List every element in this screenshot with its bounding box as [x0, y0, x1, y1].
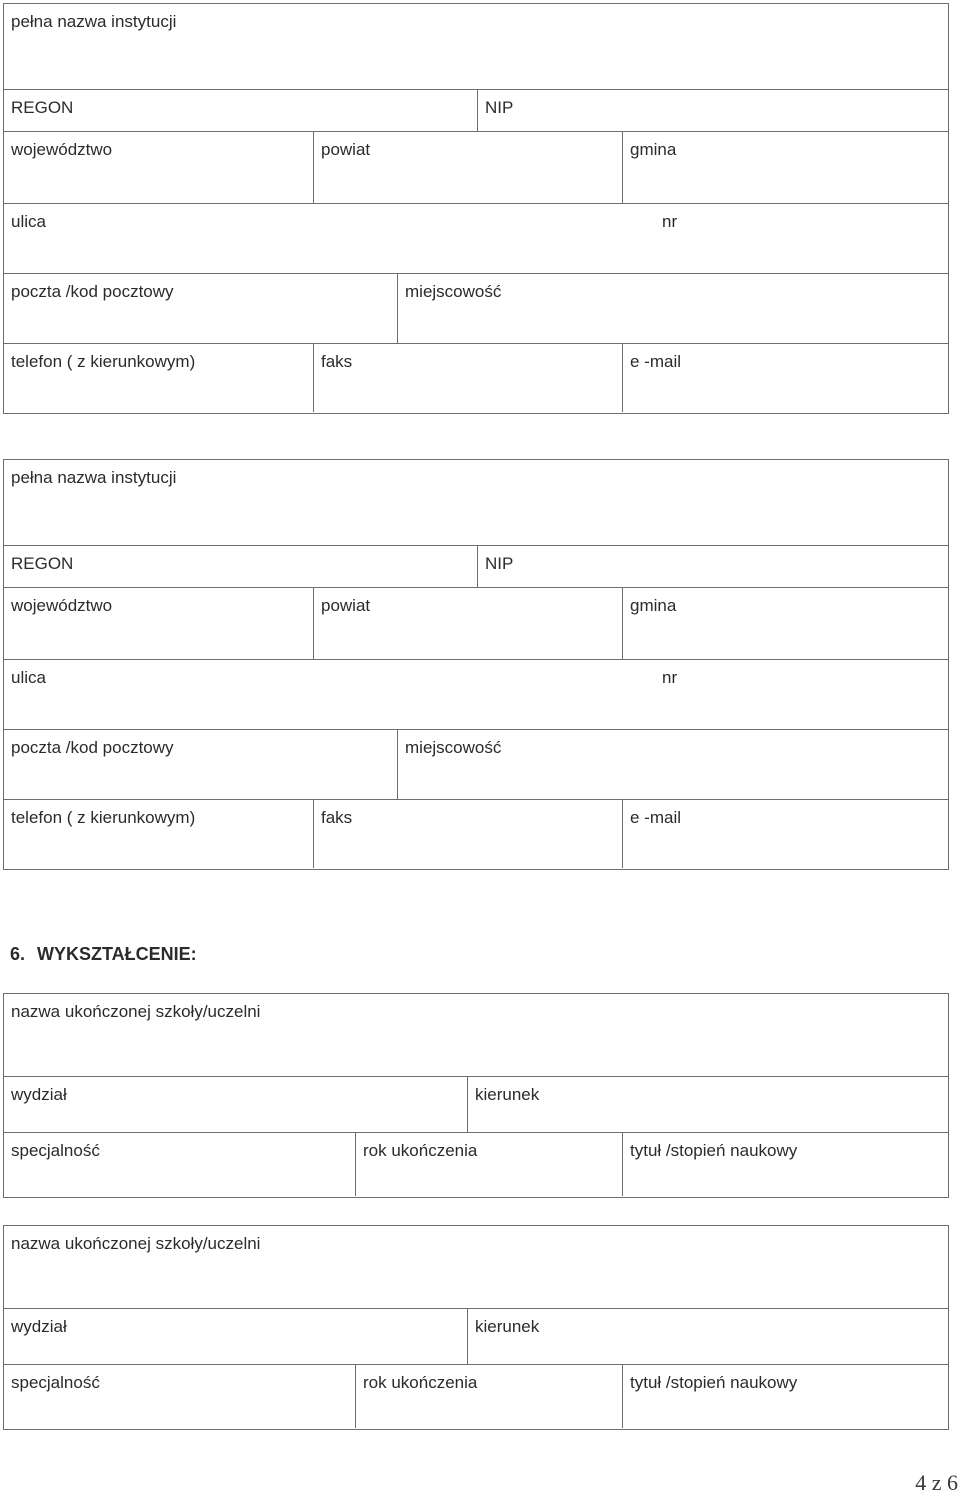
field-postal[interactable]: [4, 730, 397, 799]
field-county[interactable]: [313, 132, 622, 203]
field-voivodeship[interactable]: [4, 132, 313, 203]
label-commune: gmina: [630, 140, 677, 159]
label-specialty: specjalność: [11, 1141, 100, 1160]
row-specialty: [4, 1364, 948, 1428]
page-number: 4 z 6: [915, 1470, 958, 1495]
label-regon: REGON: [11, 554, 74, 573]
field-faculty[interactable]: [4, 1309, 467, 1364]
field-degree[interactable]: [622, 1133, 948, 1196]
label-county: powiat: [321, 140, 371, 159]
label-field-of-study: kierunek: [475, 1085, 540, 1104]
row-regon-nip: [4, 545, 948, 587]
field-number[interactable]: [655, 204, 948, 273]
field-phone[interactable]: [4, 800, 313, 868]
label-degree: tytuł /stopień naukowy: [630, 1141, 798, 1160]
field-city[interactable]: [397, 274, 948, 343]
label-regon: REGON: [11, 98, 74, 117]
row-regon-nip: [4, 89, 948, 131]
field-graduation-year[interactable]: [355, 1365, 622, 1428]
field-city[interactable]: [397, 730, 948, 799]
field-regon[interactable]: [4, 546, 477, 587]
row-postal: [4, 273, 948, 343]
field-faculty[interactable]: [4, 1077, 467, 1132]
field-fax[interactable]: [313, 344, 622, 412]
label-specialty: specjalność: [11, 1373, 100, 1392]
row-region: [4, 131, 948, 203]
field-specialty[interactable]: [4, 1365, 355, 1428]
institution-form-2: [3, 459, 949, 870]
field-field-of-study[interactable]: [467, 1077, 948, 1132]
section-title: WYKSZTAŁCENIE:: [37, 944, 197, 964]
row-school-name[interactable]: [4, 1226, 948, 1308]
label-phone: telefon ( z kierunkowym): [11, 808, 196, 827]
row-full-name[interactable]: [4, 460, 948, 545]
field-email[interactable]: [622, 344, 948, 412]
label-phone: telefon ( z kierunkowym): [11, 352, 196, 371]
field-degree[interactable]: [622, 1365, 948, 1428]
field-field-of-study[interactable]: [467, 1309, 948, 1364]
field-commune[interactable]: [622, 132, 948, 203]
label-voivodeship: województwo: [11, 596, 113, 615]
label-email: e -mail: [630, 352, 682, 371]
row-contact: [4, 343, 948, 412]
field-regon[interactable]: [4, 90, 477, 131]
label-school-name: nazwa ukończonej szkoły/uczelni: [11, 1002, 261, 1021]
row-street: [4, 659, 948, 729]
label-street: ulica: [11, 668, 46, 687]
label-email: e -mail: [630, 808, 682, 827]
label-full-name: pełna nazwa instytucji: [11, 12, 177, 31]
label-fax: faks: [321, 808, 353, 827]
row-postal: [4, 729, 948, 799]
row-school-name[interactable]: [4, 994, 948, 1076]
label-school-name: nazwa ukończonej szkoły/uczelni: [11, 1234, 261, 1253]
field-phone[interactable]: [4, 344, 313, 412]
row-specialty: [4, 1132, 948, 1196]
label-faculty: wydział: [11, 1085, 67, 1104]
label-voivodeship: województwo: [11, 140, 113, 159]
label-degree: tytuł /stopień naukowy: [630, 1373, 798, 1392]
section-heading-education: [10, 944, 197, 965]
field-number[interactable]: [655, 660, 948, 729]
field-street[interactable]: [4, 204, 655, 273]
label-nip: NIP: [485, 98, 514, 117]
institution-form-1: [3, 3, 949, 414]
label-commune: gmina: [630, 596, 677, 615]
field-nip[interactable]: [477, 546, 948, 587]
label-street: ulica: [11, 212, 46, 231]
label-faculty: wydział: [11, 1317, 67, 1336]
label-city: miejscowość: [405, 738, 502, 757]
field-graduation-year[interactable]: [355, 1133, 622, 1196]
field-commune[interactable]: [622, 588, 948, 659]
label-postal: poczta /kod pocztowy: [11, 282, 174, 301]
label-number: nr: [662, 668, 678, 687]
label-nip: NIP: [485, 554, 514, 573]
section-number: 6.: [10, 944, 26, 964]
field-fax[interactable]: [313, 800, 622, 868]
row-faculty-field: [4, 1076, 948, 1132]
row-street: [4, 203, 948, 273]
label-number: nr: [662, 212, 678, 231]
row-full-name[interactable]: [4, 4, 948, 89]
label-full-name: pełna nazwa instytucji: [11, 468, 177, 487]
label-field-of-study: kierunek: [475, 1317, 540, 1336]
row-region: [4, 587, 948, 659]
row-faculty-field: [4, 1308, 948, 1364]
field-county[interactable]: [313, 588, 622, 659]
field-street[interactable]: [4, 660, 655, 729]
row-contact: [4, 799, 948, 868]
label-city: miejscowość: [405, 282, 502, 301]
label-graduation-year: rok ukończenia: [363, 1141, 478, 1160]
education-form-1: [3, 993, 949, 1198]
field-voivodeship[interactable]: [4, 588, 313, 659]
field-nip[interactable]: [477, 90, 948, 131]
field-email[interactable]: [622, 800, 948, 868]
label-county: powiat: [321, 596, 371, 615]
education-form-2: [3, 1225, 949, 1430]
field-specialty[interactable]: [4, 1133, 355, 1196]
label-postal: poczta /kod pocztowy: [11, 738, 174, 757]
label-graduation-year: rok ukończenia: [363, 1373, 478, 1392]
label-fax: faks: [321, 352, 353, 371]
field-postal[interactable]: [4, 274, 397, 343]
